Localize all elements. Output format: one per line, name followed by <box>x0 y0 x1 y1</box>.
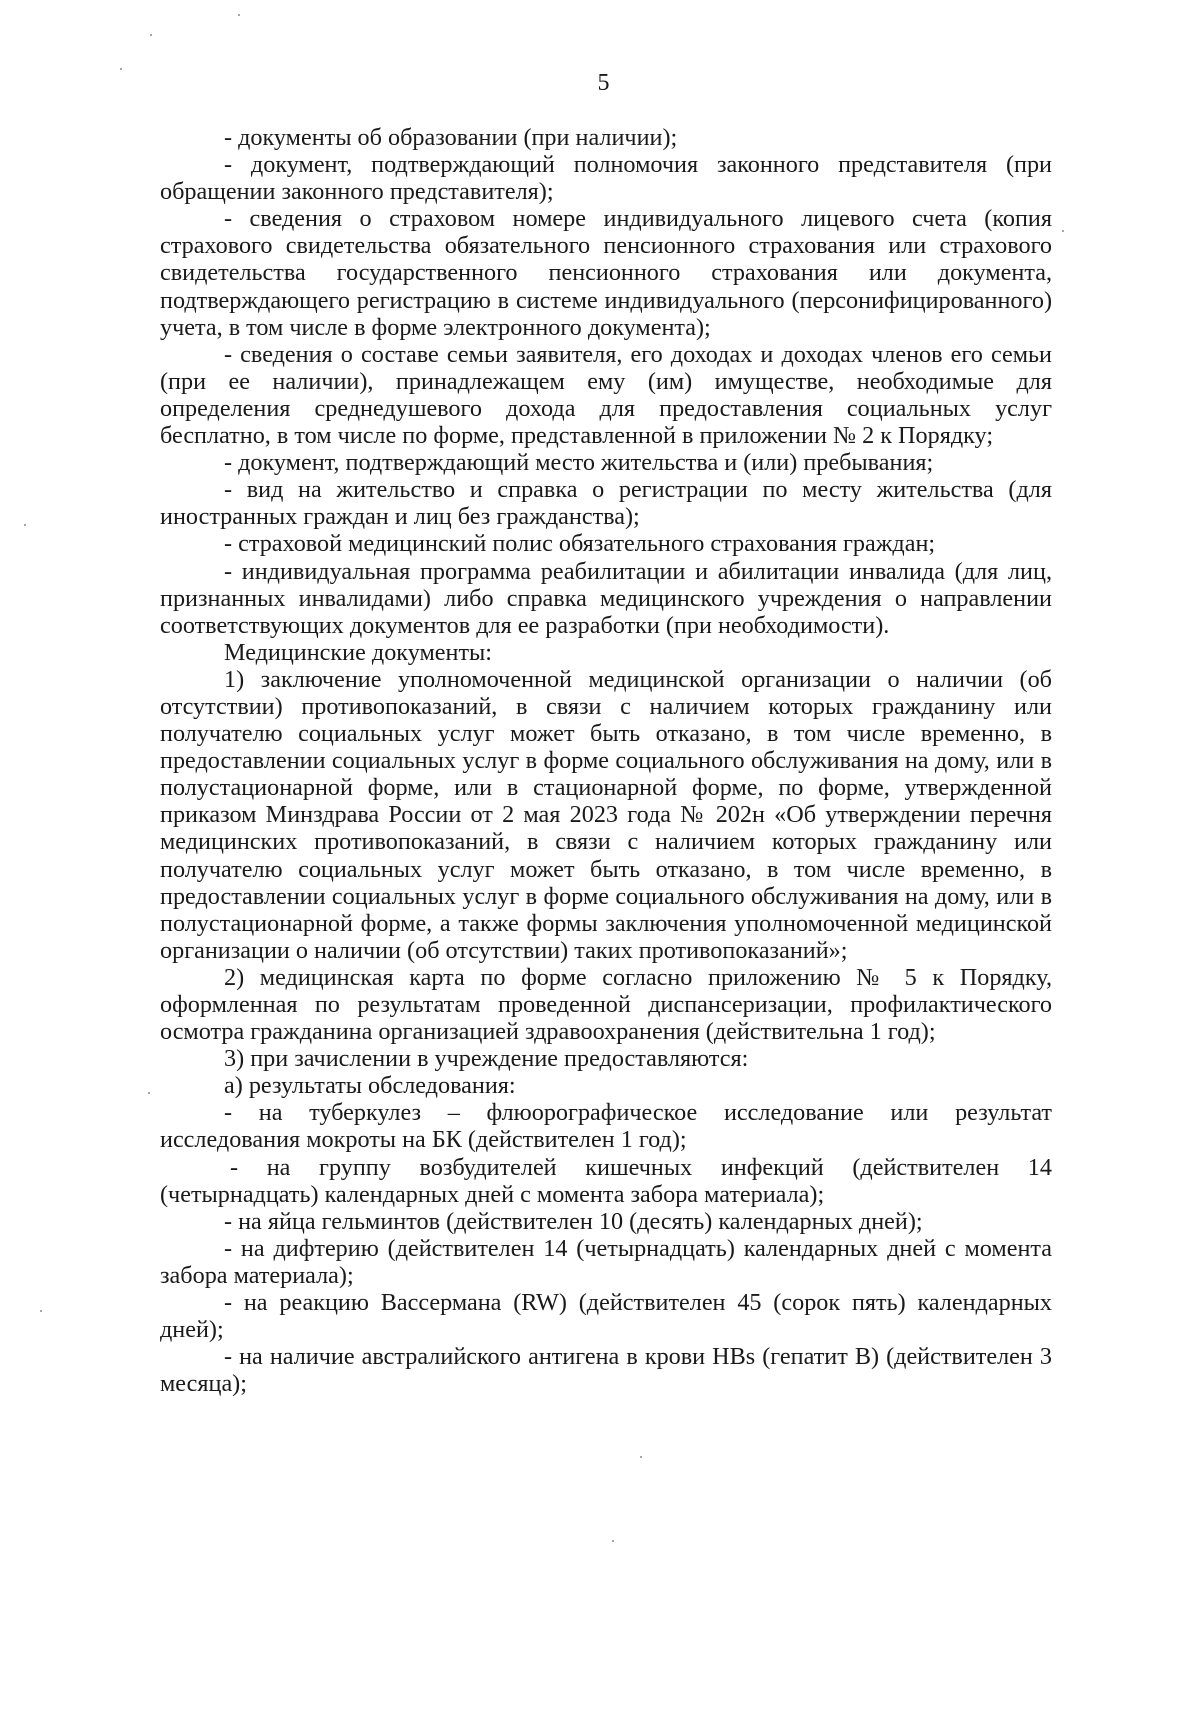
scan-speck <box>24 524 26 526</box>
paragraph-representative-authority: - документ, подтверждающий полномочия законного представителя (при обращении законного представителя); <box>160 151 1052 206</box>
scan-speck <box>640 1456 642 1458</box>
paragraph-medical-policy: - страховой медицинский полис обязательного страхования граждан; <box>224 530 936 558</box>
paragraph-item-1-conclusion: 1) заключение уполномоченной медицинской организации о наличии (об отсутствии) противопоказаний, в связи с наличием которых гражданину или получателю социальных услуг может быть отказано, в том числе временно, в предоставлении социальных услуг в форме социального обслуживания на дому, или в полустационарной форме, или в стационарной форме, по форме, утвержденной приказом Минздрава России от 2 мая 2023 года № 202н «Об утверждении перечня медицинских противопоказаний, в связи с наличием которых гражданину или получателю социальных услуг может быть отказано, в том числе временно, в предоставлении социальных услуг в форме социального обслуживания на дому, или в полустационарной форме, а также формы заключения уполномоченной медицинской организации о наличии (об отсутствии) таких противопоказаний»; <box>160 665 1052 964</box>
scan-speck <box>40 1310 42 1312</box>
scan-speck <box>1062 230 1064 232</box>
scan-speck <box>148 1092 150 1094</box>
scan-speck <box>238 14 240 16</box>
paragraph-insurance-number: - сведения о страховом номере индивидуального лицевого счета (копия страхового свидетельства обязательного пенсионного страхования или страхового свидетельства государственного пенсионного страхования или документа, подтверждающего регистрацию в системе индивидуального (персонифицированного) учета, в том числе в форме электронного документа); <box>160 205 1052 341</box>
scan-speck <box>612 1540 614 1542</box>
scan-speck <box>120 68 122 70</box>
paragraph-item-3-enrollment: 3) при зачислении в учреждение предоставляются: <box>224 1045 749 1073</box>
page-number: 5 <box>597 70 610 96</box>
document-body <box>160 124 1052 1397</box>
paragraph-examination-results: а) результаты обследования: <box>224 1072 516 1100</box>
paragraph-residence-permit: - вид на жительство и справка о регистрации по месту жительства (для иностранных граждан и лиц без гражданства); <box>160 476 1052 531</box>
paragraph-residence-document: - документ, подтверждающий место жительства и (или) пребывания; <box>224 449 934 477</box>
paragraph-hepatitis-b: - на наличие австралийского антигена в крови HBs (гепатит B) (действителен 3 месяца); <box>160 1343 1052 1398</box>
paragraph-education-documents: - документы об образовании (при наличии); <box>224 124 678 151</box>
paragraph-family-income: - сведения о составе семьи заявителя, его доходах и доходах членов его семьи (при ее наличии), принадлежащем ему (им) имуществе, необходимые для определения среднедушевого дохода для предоставления социальных услуг бесплатно, в том числе по форме, представленной в приложении № 2 к Порядку; <box>160 340 1052 450</box>
paragraph-medical-documents-heading: Медицинские документы: <box>224 638 493 666</box>
paragraph-rehabilitation-program: - индивидуальная программа реабилитации и абилитации инвалида (для лиц, признанных инвалидами) либо справка медицинского учреждения о направлении соответствующих документов для ее разработки (при необходимости). <box>160 557 1052 639</box>
paragraph-intestinal-infections: - на группу возбудителей кишечных инфекций (действителен 14 (четырнадцать) календарных дней с момента забора материала); <box>160 1153 1052 1208</box>
paragraph-diphtheria: - на дифтерию (действителен 14 (четырнадцать) календарных дней с момента забора материала); <box>160 1234 1052 1289</box>
paragraph-wassermann: - на реакцию Вассермана (RW) (действителен 45 (сорок пять) календарных дней); <box>160 1289 1052 1344</box>
scan-speck <box>150 34 152 36</box>
paragraph-item-2-medical-card: 2) медицинская карта по форме согласно приложению № 5 к Порядку, оформленная по результатам проведенной диспансеризации, профилактического осмотра гражданина организацией здравоохранения (действительна 1 год); <box>160 963 1052 1046</box>
paragraph-helminth-eggs: - на яйца гельминтов (действителен 10 (десять) календарных дней); <box>224 1207 923 1235</box>
paragraph-tuberculosis: - на туберкулез – флюорографическое исследование или результат исследования мокроты на БК (действителен 1 год); <box>160 1099 1052 1154</box>
